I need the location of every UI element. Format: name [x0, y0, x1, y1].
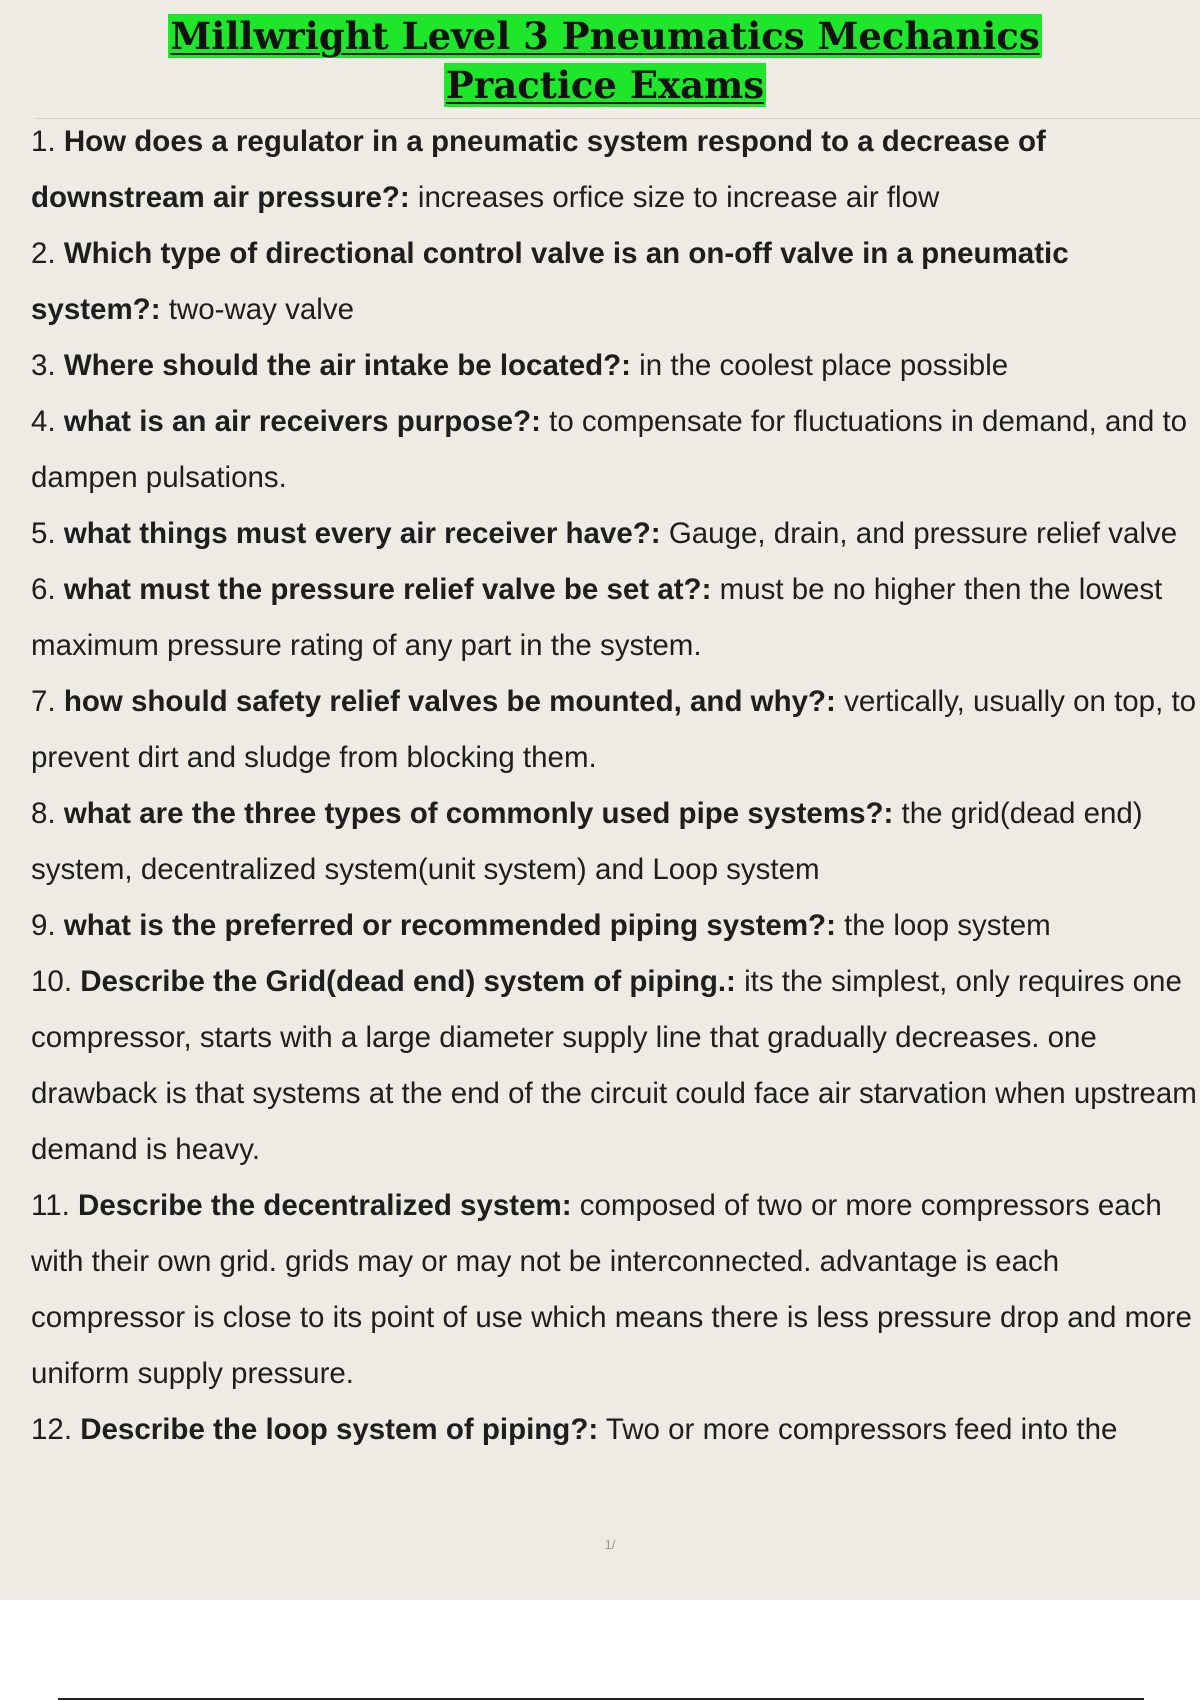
qa-number: 6. [31, 573, 56, 606]
qa-number: 4. [31, 405, 56, 438]
qa-question: Which type of directional control valve is an on-off valve in a pneumatic system?: [31, 237, 1069, 326]
qa-item-9 [31, 898, 1200, 954]
qa-question: Describe the loop system of piping?: [80, 1413, 599, 1446]
qa-answer: composed of two or more compressors each with their own grid. grids may or may not be interconnected. advantage is each compressor is close to its point of use which means there is less pressure drop and more uniform supply pressure. [31, 1189, 1192, 1390]
qa-number: 9. [31, 909, 56, 942]
qa-number: 3. [31, 349, 56, 382]
qa-number: 10. [31, 965, 73, 998]
qa-question: Describe the Grid(dead end) system of piping.: [80, 965, 736, 998]
qa-item-10 [31, 954, 1200, 1178]
title-line-1: Millwright Level 3 Pneumatics Mechanics [170, 14, 1040, 58]
title-line-2: Practice Exams [445, 63, 765, 107]
qa-list [31, 114, 1200, 1458]
qa-answer: Two or more compressors feed into the [605, 1413, 1118, 1446]
document-title [0, 12, 1200, 110]
qa-answer: increases orfice size to increase air flow [417, 181, 940, 214]
qa-number: 2. [31, 237, 56, 270]
qa-answer: Gauge, drain, and pressure relief valve [668, 517, 1178, 550]
qa-question: Where should the air intake be located?: [63, 349, 631, 382]
page-number: 1/ [604, 1537, 616, 1552]
qa-item-6 [31, 562, 1200, 674]
qa-number: 11. [31, 1189, 70, 1222]
qa-number: 5. [31, 517, 56, 550]
qa-item-12 [31, 1402, 1200, 1458]
qa-item-4 [31, 394, 1200, 506]
qa-answer: to compensate for fluctuations in demand, and to dampen pulsations. [31, 405, 1188, 494]
qa-answer: its the simplest, only requires one compressor, starts with a large diameter supply line that gradually decreases. one drawback is that systems at the end of the circuit could face air starvation when upstream demand is heavy. [31, 965, 1197, 1166]
qa-answer: must be no higher then the lowest maximum pressure rating of any part in the system. [31, 573, 1163, 662]
qa-question: How does a regulator in a pneumatic system respond to a decrease of downstream air pressure?: [31, 125, 1046, 214]
qa-number: 7. [31, 685, 56, 718]
qa-question: what is the preferred or recommended piping system?: [63, 909, 836, 942]
qa-answer: in the coolest place possible [639, 349, 1009, 382]
qa-number: 1. [31, 125, 56, 158]
qa-answer: vertically, usually on top, to prevent dirt and sludge from blocking them. [31, 685, 1197, 774]
qa-item-7 [31, 674, 1200, 786]
qa-answer: two-way valve [168, 293, 354, 326]
qa-item-8 [31, 786, 1200, 898]
qa-item-11 [31, 1178, 1200, 1402]
qa-question: what must the pressure relief valve be set at?: [63, 573, 712, 606]
qa-question: what things must every air receiver have?: [63, 517, 661, 550]
qa-item-3 [31, 338, 1200, 394]
qa-item-1 [31, 114, 1200, 226]
qa-answer: the grid(dead end) system, decentralized system(unit system) and Loop system [31, 797, 1143, 886]
qa-question: how should safety relief valves be mounted, and why?: [63, 685, 836, 718]
qa-answer: the loop system [844, 909, 1051, 942]
qa-item-2 [31, 226, 1200, 338]
qa-number: 8. [31, 797, 56, 830]
qa-question: Describe the decentralized system: [78, 1189, 572, 1222]
qa-number: 12. [31, 1413, 73, 1446]
qa-question: what is an air receivers purpose?: [63, 405, 541, 438]
qa-item-5 [31, 506, 1200, 562]
qa-question: what are the three types of commonly used pipe systems?: [63, 797, 894, 830]
